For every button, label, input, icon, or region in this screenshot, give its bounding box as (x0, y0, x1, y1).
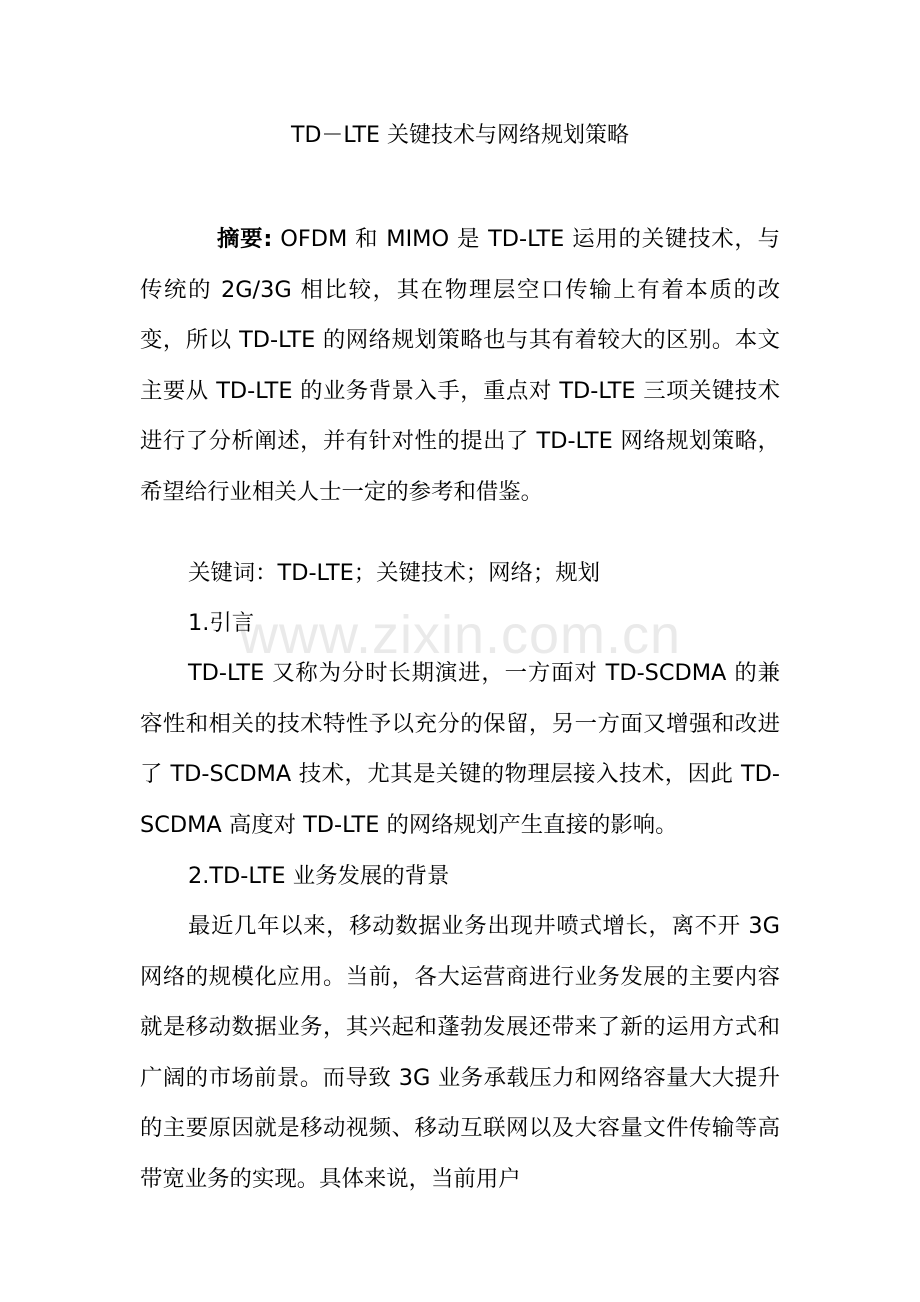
document-title: TD－LTE 关键技术与网络规划策略 (291, 123, 629, 148)
section-heading-background: 2.TD-LTE 业务发展的背景 (188, 863, 450, 889)
keywords-line: 关键词：TD-LTE；关键技术；网络；规划 (188, 560, 601, 586)
section-heading-introduction: 1.引言 (188, 610, 255, 636)
abstract-paragraph (140, 214, 780, 518)
abstract-text: OFDM 和 MIMO 是 TD-LTE 运用的关键技术，与传统的 2G/3G 相比较，其在物理层空口传输上有着本质的改变，所以 TD-LTE 的网络规划策略也与其有着较大的区别。本文主要从 TD-LTE 的业务背景入手，重点对 TD-LTE 三项关键技术进行了分析阐述，并有针对性的提出了 TD-LTE 网络规划策略，希望给行业相关人士一定的参考和借鉴。 (140, 226, 780, 505)
watermark: www.zixin.com.cn (238, 605, 682, 665)
introduction-paragraph: TD-LTE 又称为分时长期演进，一方面对 TD-SCDMA 的兼容性和相关的技术特性予以充分的保留，另一方面又增强和改进了 TD-SCDMA 技术，尤其是关键的物理层接入技术，因此 TD-SCDMA 高度对 TD-LTE 的网络规划产生直接的影响。 (140, 660, 780, 838)
abstract-label: 摘要: (217, 226, 273, 252)
background-paragraph: 最近几年以来，移动数据业务出现井喷式增长，离不开 3G 网络的规模化应用。当前，各大运营商进行业务发展的主要内容就是移动数据业务，其兴起和蓬勃发展还带来了新的运用方式和广阔的市场前景。而导致 3G 业务承载压力和网络容量大大提升的主要原因就是移动视频、移动互联网以及大容量文件传输等高带宽业务的实现。具体来说，当前用户 (140, 913, 780, 1192)
